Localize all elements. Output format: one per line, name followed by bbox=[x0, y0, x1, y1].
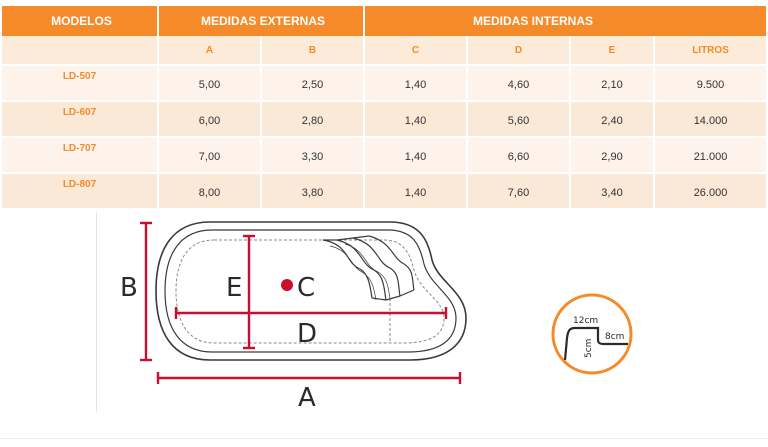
value-a: 7,00 bbox=[159, 138, 262, 174]
value-c: 1,40 bbox=[365, 102, 468, 138]
value-litros: 21.000 bbox=[655, 138, 766, 174]
subheader-e: E bbox=[571, 36, 655, 66]
value-a: 6,00 bbox=[159, 102, 262, 138]
dimension-b-line bbox=[140, 223, 152, 360]
subheader-a: A bbox=[159, 36, 262, 66]
pool-steps bbox=[323, 236, 414, 300]
dimension-a-label: A bbox=[298, 383, 316, 413]
value-litros: 9.500 bbox=[655, 66, 766, 102]
dimension-d-label: D bbox=[297, 319, 318, 349]
dimension-e-label: E bbox=[226, 273, 243, 303]
model-cell: LD-607 bbox=[2, 102, 159, 138]
value-b: 3,30 bbox=[262, 138, 365, 174]
value-b: 3,80 bbox=[262, 174, 365, 210]
bottom-divider bbox=[0, 438, 768, 439]
dimension-c-label: C bbox=[297, 273, 316, 303]
value-c: 1,40 bbox=[365, 138, 468, 174]
dimension-c-marker bbox=[281, 279, 293, 291]
subheader-d: D bbox=[468, 36, 571, 66]
dimension-b-label: B bbox=[120, 273, 138, 303]
header-medidas-internas: MEDIDAS INTERNAS bbox=[365, 6, 766, 36]
header-modelos: MODELOS bbox=[2, 6, 159, 36]
value-litros: 26.000 bbox=[655, 174, 766, 210]
profile-width-top-label: 12cm bbox=[573, 316, 599, 326]
value-a: 8,00 bbox=[159, 174, 262, 210]
header-medidas-externas: MEDIDAS EXTERNAS bbox=[159, 6, 365, 36]
value-b: 2,50 bbox=[262, 66, 365, 102]
model-cell: LD-807 bbox=[2, 174, 159, 210]
value-d: 5,60 bbox=[468, 102, 571, 138]
value-a: 5,00 bbox=[159, 66, 262, 102]
subheader-b: B bbox=[262, 36, 365, 66]
model-cell: LD-507 bbox=[2, 66, 159, 102]
value-e: 3,40 bbox=[571, 174, 655, 210]
value-c: 1,40 bbox=[365, 174, 468, 210]
value-e: 2,90 bbox=[571, 138, 655, 174]
value-e: 2,40 bbox=[571, 102, 655, 138]
subheader-c: C bbox=[365, 36, 468, 66]
profile-width-side-label: 8cm bbox=[605, 332, 625, 342]
value-litros: 14.000 bbox=[655, 102, 766, 138]
value-d: 4,60 bbox=[468, 66, 571, 102]
profile-depth-label: 5cm bbox=[584, 338, 594, 358]
value-b: 2,80 bbox=[262, 102, 365, 138]
value-d: 7,60 bbox=[468, 174, 571, 210]
value-d: 6,60 bbox=[468, 138, 571, 174]
dimension-e-line bbox=[243, 236, 255, 348]
value-e: 2,10 bbox=[571, 66, 655, 102]
model-cell: LD-707 bbox=[2, 138, 159, 174]
value-c: 1,40 bbox=[365, 66, 468, 102]
subheader-litros: LITROS bbox=[655, 36, 766, 66]
dimension-d-line bbox=[176, 307, 446, 319]
